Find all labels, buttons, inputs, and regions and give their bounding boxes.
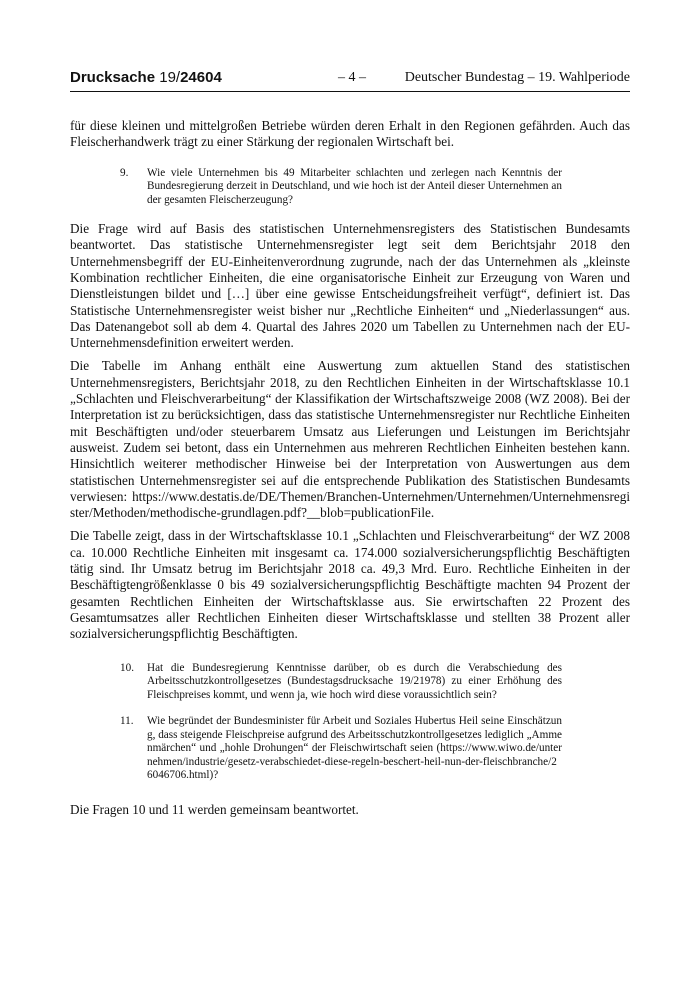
question-number: 10. bbox=[120, 661, 134, 674]
question-text: Hat die Bundesregierung Kenntnisse darüber, ob es durch die Verabschiedung des Arbeitsschutzkontrollgesetzes (Bundestagsdrucksache 19/21978) zu einer Erhöhung des Fleischpreises kommt, und wenn ja, wie hoch wird diese voraussichtlich sein? bbox=[147, 661, 562, 701]
document-body bbox=[70, 118, 630, 825]
question-9 bbox=[70, 167, 562, 208]
destatis-url: https://www.destatis.de/DE/Themen/Branchen-Unternehmen/Unternehmen/Unternehmensregister/Methoden/methodische-grundlagen.pdf?__blob=publicationFile. bbox=[70, 488, 630, 521]
page-header bbox=[70, 69, 630, 89]
answer-text: Die Tabelle im Anhang enthält eine Auswertung zum aktuellen Stand des statistischen Unternehmensregisters, Berichtsjahr 2018, zu den Rechtlichen Einheiten in der Wirtschaftsklasse 10.1 „Schlachten und Fleischverarbeitung“ der Klassifikation der Wirtschaftszweige 2008 (WZ 2008). Bei der Interpretation ist zu berücksichtigen, dass das statistische Unternehmensregister nur Rechtliche Einheiten mit Beschäftigten und/oder steuerbarem Umsatz aus Lieferungen und Leistungen im Berichtsjahr ausweist. Zudem sei betont, dass ein Unternehmen aus mehreren Rechtlichen Einheiten bestehen kann. Hinsichtlich weiterer methodischer Hinweise bei der Interpretation von Auswertungen aus dem statistischen Unternehmensregister sei auf die entsprechende Publikation des Statistischen Bundesamts verwiesen: bbox=[70, 358, 630, 504]
page-number: – 4 – bbox=[338, 70, 366, 85]
answer-paragraph bbox=[70, 358, 630, 521]
parliament-title: Deutscher Bundestag – 19. Wahlperiode bbox=[404, 70, 630, 85]
answer-paragraph: Die Tabelle zeigt, dass in der Wirtschaftsklasse 10.1 „Schlachten und Fleischverarbeitung“ der WZ 2008 ca. 10.000 Rechtliche Einheiten mit insgesamt ca. 174.000 sozialversicherungspflichtig Beschäftigten tätig sind. Ihr Umsatz betrug im Berichtsjahr 2018 ca. 49,3 Mrd. Euro. Rechtliche Einheiten in der Beschäftigtengrößenklasse 0 bis 49 sozialversicherungspflichtig Beschäftigte machten 94 Prozent der gesamten Rechtlichen Einheiten der Wirtschaftsklasse aus. Sie erwirtschaften 22 Prozent des Gesamtumsatzes aller Rechtlichen Einheiten dieser Wirtschaftsklasse und stellten 38 Prozent aller sozialversicherungspflichtig Beschäftigten. bbox=[70, 528, 630, 642]
question-10 bbox=[70, 662, 562, 703]
question-number: 9. bbox=[120, 166, 129, 179]
question-11 bbox=[70, 715, 562, 783]
header-divider bbox=[70, 91, 630, 92]
question-number: 11. bbox=[120, 715, 134, 728]
doc-label: Drucksache bbox=[70, 69, 156, 86]
question-text: Wie begründet der Bundesminister für Arbeit und Soziales Hubertus Heil seine Einschätzung, dass steigende Fleischpreise aufgrund des Arbeitsschutzkontrollgesetzes lediglich „Ammenmärchen“ und „hohle Drohungen“ der Fleischwirtschaft seien (https://www.wiwo.de/unternehmen/industrie/gesetz-verabschiedet-diese-regeln-beschert-heil-nun-der-fleischbranche/26046706.html)? bbox=[147, 715, 562, 782]
document-number bbox=[70, 69, 222, 86]
question-text: Wie viele Unternehmen bis 49 Mitarbeiter schlachten und zerlegen nach Kenntnis der Bundesregierung derzeit in Deutschland, und wie hoch ist der Anteil dieser Unternehmen an der gesamten Fleischerzeugung? bbox=[147, 166, 562, 206]
doc-number: 24604 bbox=[180, 69, 222, 86]
answer-paragraph: Die Frage wird auf Basis des statistischen Unternehmensregisters des Statistischen Bundesamts beantwortet. Das statistische Unternehmensregister legt seit dem Berichtsjahr 2018 den Unternehmensbegriff der EU-Einheitenverordnung zugrunde, nach der das Unternehmen als „kleinste Kombination rechtlicher Einheiten, die eine organisatorische Einheit zur Erzeugung von Waren und Dienstleistungen bildet und […] über eine gewisse Entscheidungsfreiheit verfügt“, definiert ist. Das Statistische Unternehmensregister weist bisher nur „Rechtliche Einheiten“ und „Niederlassungen“ aus. Das Datenangebot soll ab dem 4. Quartal des Jahres 2020 um Tabellen zu Unternehmen nach der EU-Unternehmensdefinition erweitert werden. bbox=[70, 221, 630, 351]
answer-paragraph: Die Fragen 10 und 11 werden gemeinsam beantwortet. bbox=[70, 801, 359, 817]
doc-number-prefix: 19/ bbox=[159, 69, 181, 86]
intro-paragraph: für diese kleinen und mittelgroßen Betriebe würden deren Erhalt in den Regionen gefährden. Auch das Fleischerhandwerk trägt zu einer Stärkung der regionalen Wirtschaft bei. bbox=[70, 118, 630, 150]
